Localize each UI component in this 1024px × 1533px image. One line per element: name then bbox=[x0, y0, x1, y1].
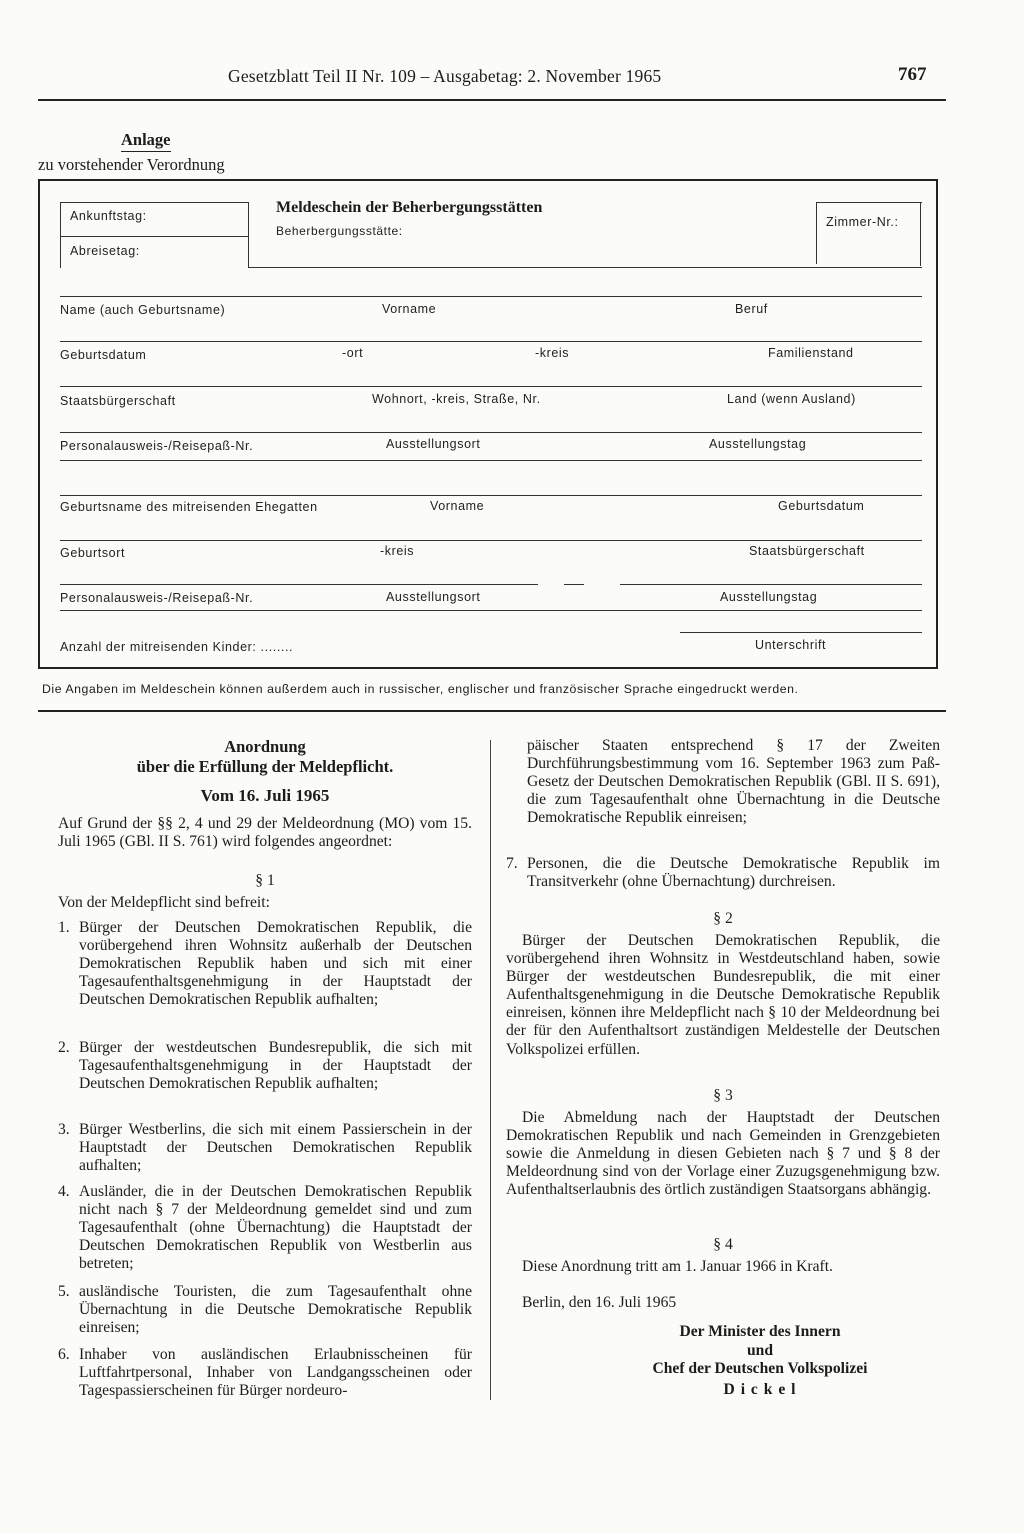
form-line bbox=[60, 610, 922, 611]
form-line bbox=[60, 341, 922, 342]
field-wohnort-label: Wohnort, -kreis, Straße, Nr. bbox=[372, 392, 541, 406]
field-ausstellungsort-label: Ausstellungsort bbox=[386, 437, 481, 451]
form-box-rule bbox=[248, 202, 249, 268]
place-and-date: Berlin, den 16. Juli 1965 bbox=[522, 1294, 677, 1311]
unterschrift-label: Unterschrift bbox=[755, 638, 827, 652]
header-rule bbox=[38, 99, 946, 101]
list-item: 3. Bürger Westberlins, die sich mit einem Passierschein in der Hauptstadt der Deutschen Demokratischen Republik aufhalten; bbox=[58, 1121, 472, 1175]
field-ehegatte-ausweis-label: Personalausweis-/Reisepaß-Nr. bbox=[60, 591, 254, 605]
field-ort-label: -ort bbox=[342, 346, 364, 360]
signature-line bbox=[680, 632, 922, 633]
field-ehegatte-label: Geburtsname des mitreisenden Ehegatten bbox=[60, 500, 318, 514]
form-line bbox=[60, 460, 922, 461]
section-4-text: Diese Anordnung tritt am 1. Januar 1966 in Kraft. bbox=[522, 1258, 833, 1275]
field-familienstand-label: Familienstand bbox=[768, 346, 854, 360]
form-line bbox=[60, 584, 538, 585]
form-box-rule bbox=[920, 202, 921, 266]
form-box-rule bbox=[248, 267, 922, 268]
field-ausstellungstag-label: Ausstellungstag bbox=[709, 437, 807, 451]
form-box-rule bbox=[816, 202, 922, 203]
form-line bbox=[60, 432, 922, 433]
form-line bbox=[60, 540, 922, 541]
abreisetag-label: Abreisetag: bbox=[70, 244, 140, 258]
running-head: Gesetzblatt Teil II Nr. 109 – Ausgabetag: 2. November 1965 bbox=[228, 66, 662, 86]
field-kreis-label: -kreis bbox=[535, 346, 570, 360]
field-ehegatte-ausstellungsort-label: Ausstellungsort bbox=[386, 590, 481, 604]
field-ehegatte-geburtsdatum-label: Geburtsdatum bbox=[778, 499, 865, 513]
list-item: 2. Bürger der westdeutschen Bundesrepublik, die sich mit Tagesaufenthaltsgenehmigung in der Hauptstadt der Deutschen Demokratischen Republik aufhalten; bbox=[58, 1039, 472, 1093]
field-ehegatte-staatsbuergerschaft-label: Staatsbürgerschaft bbox=[749, 544, 865, 558]
section-1-intro: Von der Meldepflicht sind befreit: bbox=[58, 894, 270, 911]
section-2-text: Bürger der Deutschen Demokratischen Republik, die vorübergehend ihren Wohnsitz in Westdeutschland haben, sowie Bürger der westdeutschen Bundesrepublik, die mit einer Aufenthaltsgenehmigung in die Deutsche Demokratische Republik einreisen, können ihre Meldepflicht nach § 10 der Meldeordnung bei der für den Aufenthaltsort zuständigen Meldestelle der Deutschen Volkspolizei erfüllen. bbox=[506, 932, 940, 1058]
list-item: 4. Ausländer, die in der Deutschen Demokratischen Republik nicht nach § 7 der Meldeordnung gemeldet sind und zum Tagesaufenthalt (ohne Übernachtung) die Hauptstadt der Deutschen Demokratischen Republik von Westberlin aus betreten; bbox=[58, 1183, 472, 1273]
field-land-label: Land (wenn Ausland) bbox=[727, 392, 856, 406]
form-box-rule bbox=[816, 202, 817, 264]
section-1-heading: § 1 bbox=[255, 872, 275, 889]
form-box-rule bbox=[60, 202, 248, 203]
preamble: Auf Grund der §§ 2, 4 und 29 der Meldeordnung (MO) vom 15. Juli 1965 (GBl. II S. 761) wird folgendes angeordnet: bbox=[58, 815, 472, 851]
form-line bbox=[60, 296, 922, 297]
form-box-rule bbox=[60, 202, 61, 268]
form-note: Die Angaben im Meldeschein können außerdem auch in russischer, englischer und französischer Sprache eingedruckt werden. bbox=[42, 682, 799, 696]
anlage-subtitle: zu vorstehender Verordnung bbox=[38, 155, 225, 174]
field-geburtsdatum-label: Geburtsdatum bbox=[60, 348, 147, 362]
signature-title: Der Minister des Innern bbox=[679, 1323, 841, 1340]
list-item: 5. ausländische Touristen, die zum Tagesaufenthalt ohne Übernachtung in die Deutsche Demokratische Republik einreisen; bbox=[58, 1283, 472, 1337]
list-item: 1. Bürger der Deutschen Demokratischen Republik, die vorübergehend ihren Wohnsitz außerhalb der Deutschen Demokratischen Republik haben und sich mit einer Tagesaufenthaltsgenehmigung in der Hauptstadt der Deutschen Demokratischen Republik aufhalten; bbox=[58, 919, 472, 1009]
section-4-heading: § 4 bbox=[713, 1236, 733, 1253]
zimmer-nr-label: Zimmer-Nr.: bbox=[826, 215, 899, 229]
field-staatsbuergerschaft-label: Staatsbürgerschaft bbox=[60, 394, 176, 408]
note-rule bbox=[38, 710, 946, 712]
form-box-rule bbox=[60, 236, 248, 237]
section-3-text: Die Abmeldung nach der Hauptstadt der Deutschen Demokratischen Republik und nach Gemeinden in Grenzgebieten sowie die Anmeldung in diesen Gebieten nach § 7 und § 8 der Meldeordnung sind von der Vorlage einer Zuzugsgenehmigung bzw. Aufenthaltserlaubnis des örtlich zuständigen Staatsorgans abhängig. bbox=[506, 1109, 940, 1199]
form-line bbox=[620, 584, 922, 585]
page-number: 767 bbox=[898, 64, 927, 85]
ordinance-title: Anordnung bbox=[224, 737, 306, 756]
list-item-6-continued: päischer Staaten entsprechend § 17 der Zweiten Durchführungsbestimmung vom 16. September 1963 zum Paß-Gesetz der Deutschen Demokratischen Republik (GBl. II S. 691), die zum Tagesaufenthalt ohne Übernachtung in die Deutsche Demokratische Republik einreisen; bbox=[527, 737, 940, 827]
ordinance-date: Vom 16. Juli 1965 bbox=[200, 786, 330, 805]
form-line bbox=[60, 386, 922, 387]
field-ausweis-label: Personalausweis-/Reisepaß-Nr. bbox=[60, 439, 254, 453]
ankunftstag-label: Ankunftstag: bbox=[70, 209, 147, 223]
field-ehegatte-vorname-label: Vorname bbox=[430, 499, 485, 513]
section-3-heading: § 3 bbox=[713, 1087, 733, 1104]
form-title: Meldeschein der Beherbergungsstätten bbox=[276, 199, 543, 216]
signature-conjunction: und bbox=[746, 1342, 774, 1359]
field-beruf-label: Beruf bbox=[735, 302, 768, 316]
list-item: 6. Inhaber von ausländischen Erlaubnisscheinen für Luftfahrtpersonal, Inhaber von Landgangsscheinen oder Tagespassierscheinen für Bürger nordeuro- bbox=[58, 1346, 472, 1400]
form-line bbox=[564, 584, 584, 585]
field-ehegatte-kreis-label: -kreis bbox=[380, 544, 415, 558]
form-line bbox=[60, 495, 922, 496]
field-ehegatte-ausstellungstag-label: Ausstellungstag bbox=[720, 590, 818, 604]
signature-name: D i c k e l bbox=[723, 1381, 797, 1398]
list-item: 7. Personen, die die Deutsche Demokratische Republik im Transitverkehr (ohne Übernachtung) durchreisen. bbox=[506, 855, 940, 891]
signature-office: Chef der Deutschen Volkspolizei bbox=[652, 1360, 868, 1377]
field-name-label: Name (auch Geburtsname) bbox=[60, 303, 226, 317]
section-2-heading: § 2 bbox=[713, 910, 733, 927]
field-geburtsort-label: Geburtsort bbox=[60, 546, 126, 560]
beherbergungsstaette-label: Beherbergungsstätte: bbox=[276, 224, 403, 238]
ordinance-subtitle: über die Erfüllung der Meldepflicht. bbox=[136, 757, 394, 776]
field-vorname-label: Vorname bbox=[382, 302, 437, 316]
column-divider bbox=[490, 740, 491, 1400]
anlage-title: Anlage bbox=[121, 130, 171, 152]
kinder-label: Anzahl der mitreisenden Kinder: ........ bbox=[60, 640, 294, 654]
